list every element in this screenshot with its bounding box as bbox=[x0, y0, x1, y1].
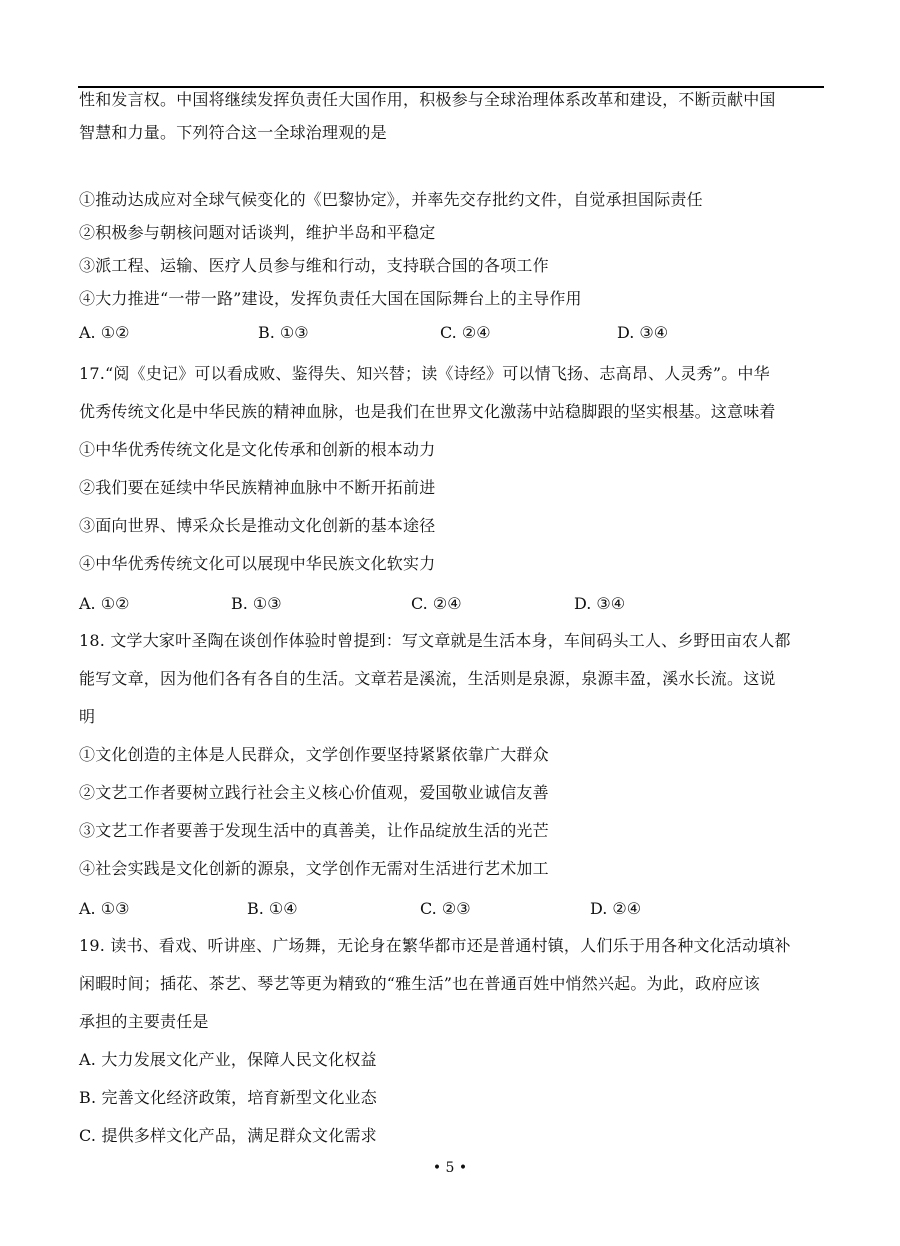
q18-stem-line-1: 18. 文学大家叶圣陶在谈创作体验时曾提到：写文章就是生活本身，车间码头工人、乡野田亩农人都 bbox=[79, 631, 791, 650]
q17-stem-line-1: 17.“阅《史记》可以看成败、鉴得失、知兴替；读《诗经》可以情飞扬、志高昂、人灵秀”。中华 bbox=[79, 364, 770, 383]
q18-option-d[interactable]: D. ②④ bbox=[590, 899, 642, 918]
q18-item-1: ①文化创造的主体是人民群众，文学创作要坚持紧紧依靠广大群众 bbox=[79, 745, 549, 764]
q18-option-b[interactable]: B. ①④ bbox=[247, 899, 298, 918]
intro-line-2: 智慧和力量。下列符合这一全球治理观的是 bbox=[79, 123, 387, 142]
q18-stem-line-2: 能写文章，因为他们各有各自的生活。文章若是溪流，生活则是泉源，泉源丰盈，溪水长流。这说 bbox=[79, 669, 776, 688]
q18-option-a[interactable]: A. ①③ bbox=[79, 899, 130, 918]
q18-stem-line-3: 明 bbox=[79, 707, 96, 726]
q17-option-a[interactable]: A. ①② bbox=[79, 594, 130, 613]
q18-item-3: ③文艺工作者要善于发现生活中的真善美，让作品绽放生活的光芒 bbox=[79, 821, 549, 840]
q16-item-1: ①推动达成应对全球气候变化的《巴黎协定》，并率先交存批约文件，自觉承担国际责任 bbox=[79, 190, 703, 209]
q17-option-c[interactable]: C. ②④ bbox=[411, 594, 462, 613]
q17-stem-line-2: 优秀传统文化是中华民族的精神血脉，也是我们在世界文化激荡中站稳脚跟的坚实根基。这意味着 bbox=[79, 402, 776, 421]
q18-item-4: ④社会实践是文化创新的源泉，文学创作无需对生活进行艺术加工 bbox=[79, 859, 549, 878]
q17-option-b[interactable]: B. ①③ bbox=[231, 594, 282, 613]
q18-item-2: ②文艺工作者要树立践行社会主义核心价值观，爱国敬业诚信友善 bbox=[79, 783, 549, 802]
q19-option-b[interactable]: B. 完善文化经济政策，培育新型文化业态 bbox=[79, 1088, 377, 1107]
q18-option-c[interactable]: C. ②③ bbox=[420, 899, 471, 918]
q16-option-d[interactable]: D. ③④ bbox=[617, 323, 669, 342]
q17-option-d[interactable]: D. ③④ bbox=[574, 594, 626, 613]
q16-option-b[interactable]: B. ①③ bbox=[258, 323, 309, 342]
q19-option-a[interactable]: A. 大力发展文化产业，保障人民文化权益 bbox=[79, 1050, 377, 1069]
q17-item-3: ③面向世界、博采众长是推动文化创新的基本途径 bbox=[79, 516, 436, 535]
q19-stem-line-1: 19. 读书、看戏、听讲座、广场舞，无论身在繁华都市还是普通村镇，人们乐于用各种文化活动填补 bbox=[79, 936, 791, 955]
q19-option-c[interactable]: C. 提供多样文化产品，满足群众文化需求 bbox=[79, 1126, 377, 1145]
q19-stem-line-3: 承担的主要责任是 bbox=[79, 1012, 209, 1031]
q16-item-4: ④大力推进“一带一路”建设，发挥负责任大国在国际舞台上的主导作用 bbox=[79, 289, 582, 308]
q19-stem-line-2: 闲暇时间；插花、茶艺、琴艺等更为精致的“雅生活”也在普通百姓中悄然兴起。为此，政府应该 bbox=[79, 974, 760, 993]
page-number: • 5 • bbox=[432, 1160, 468, 1176]
header-rule bbox=[78, 86, 824, 88]
intro-line-1: 性和发言权。中国将继续发挥负责任大国作用，积极参与全球治理体系改革和建设，不断贡献中国 bbox=[79, 90, 776, 109]
q16-item-3: ③派工程、运输、医疗人员参与维和行动，支持联合国的各项工作 bbox=[79, 256, 549, 275]
q17-item-2: ②我们要在延续中华民族精神血脉中不断开拓前进 bbox=[79, 478, 436, 497]
q17-item-1: ①中华优秀传统文化是文化传承和创新的根本动力 bbox=[79, 440, 436, 459]
q16-option-a[interactable]: A. ①② bbox=[79, 323, 130, 342]
q16-option-c[interactable]: C. ②④ bbox=[440, 323, 491, 342]
q16-item-2: ②积极参与朝核问题对话谈判，维护半岛和平稳定 bbox=[79, 223, 436, 242]
q17-item-4: ④中华优秀传统文化可以展现中华民族文化软实力 bbox=[79, 554, 436, 573]
